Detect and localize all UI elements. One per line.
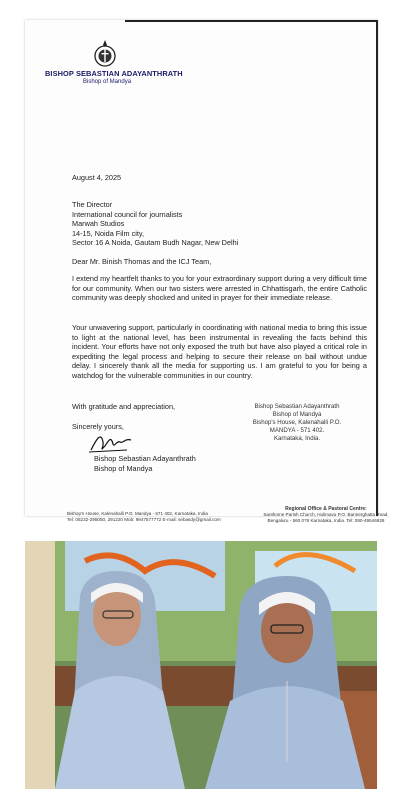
- letter-date: August 4, 2025: [72, 173, 122, 182]
- seal-line: Bishop Sebastian Adayanthrath: [254, 403, 340, 410]
- diocese-crest-icon: [93, 39, 117, 69]
- signature-block: [94, 454, 196, 473]
- page-edge-right: [376, 20, 378, 516]
- closing-line: With gratitude and appreciation,: [72, 402, 176, 411]
- recipient-line: Sector 16 A Noida, Gautam Budh Nagar, New Delhi: [72, 238, 239, 248]
- signatory-title: Bishop of Mandya: [94, 463, 153, 473]
- footer-address-left: [67, 511, 221, 523]
- recipient-address: [72, 200, 238, 248]
- letterhead-name: BISHOP SEBASTIAN ADAYANTHRATH: [45, 69, 183, 78]
- salutation: Dear Mr. Binish Thomas and the ICJ Team,: [72, 257, 212, 266]
- recipient-line: Marwah Studios: [72, 219, 125, 229]
- recipient-line: International council for journalists: [72, 209, 183, 219]
- letterhead-title: Bishop of Mandya: [83, 79, 132, 85]
- seal-line: MANDYA - 571 402.: [269, 427, 325, 434]
- sincerely-line: Sincerely yours,: [72, 422, 124, 431]
- letter-page: [25, 20, 389, 524]
- body-paragraph-1: I extend my heartfelt thanks to you for your extraordinary support during a very difficult time for our community. When our two sisters were arrested in Chhattisgarh, the entire Catholic community was deeply shocked and united in prayer for their immediate release.: [72, 274, 367, 303]
- footer-line: Santhome Parish Church, Hulimavu P.O. Bannerghatta Road,: [263, 512, 389, 518]
- recipient-line: The Director: [72, 200, 113, 209]
- footer-line: Bishop's House, Kalenahalli P.O. Mandya - 571 402, Karnataka, India: [67, 511, 208, 516]
- seal-line: Bishop of Mandya: [272, 411, 322, 418]
- footer-address-right: [251, 506, 401, 525]
- footer-office-title: Regional Office & Pastoral Centre:: [285, 506, 367, 512]
- handwritten-signature: [87, 428, 135, 456]
- signatory-name: Bishop Sebastian Adayanthrath: [94, 454, 196, 463]
- seal-line: Karnataka, India.: [273, 435, 321, 442]
- recipient-line: 14-15, Noida Film city,: [72, 228, 145, 238]
- page-edge-top: [125, 20, 378, 22]
- office-seal: [242, 403, 352, 443]
- photo-two-sisters: [25, 541, 377, 789]
- seal-line: Bishop's House, Kalenahalli P.O.: [252, 419, 342, 426]
- body-paragraph-2: Your unwavering support, particularly in coordinating with national media to bring this issue to light at the national level, has been instrumental in revealing the facts behind this incident. Your efforts have not only exposed the truth but have also played a critical role in expediting the legal process and helping to secure their release on bail without undue delay. I sincerely thank all the media for supporting us. I am grateful to you for being a watchdog for the vulnerable communities in our country.: [72, 323, 367, 380]
- footer-line: Tel: 08232-295050, 291220 Mob: 9847577772 E-mail: sebasdy@gmail.com: [67, 517, 221, 523]
- footer-line: Bengaluru - 560 076 Karnataka, India. Tel: 080-49546928: [267, 518, 385, 524]
